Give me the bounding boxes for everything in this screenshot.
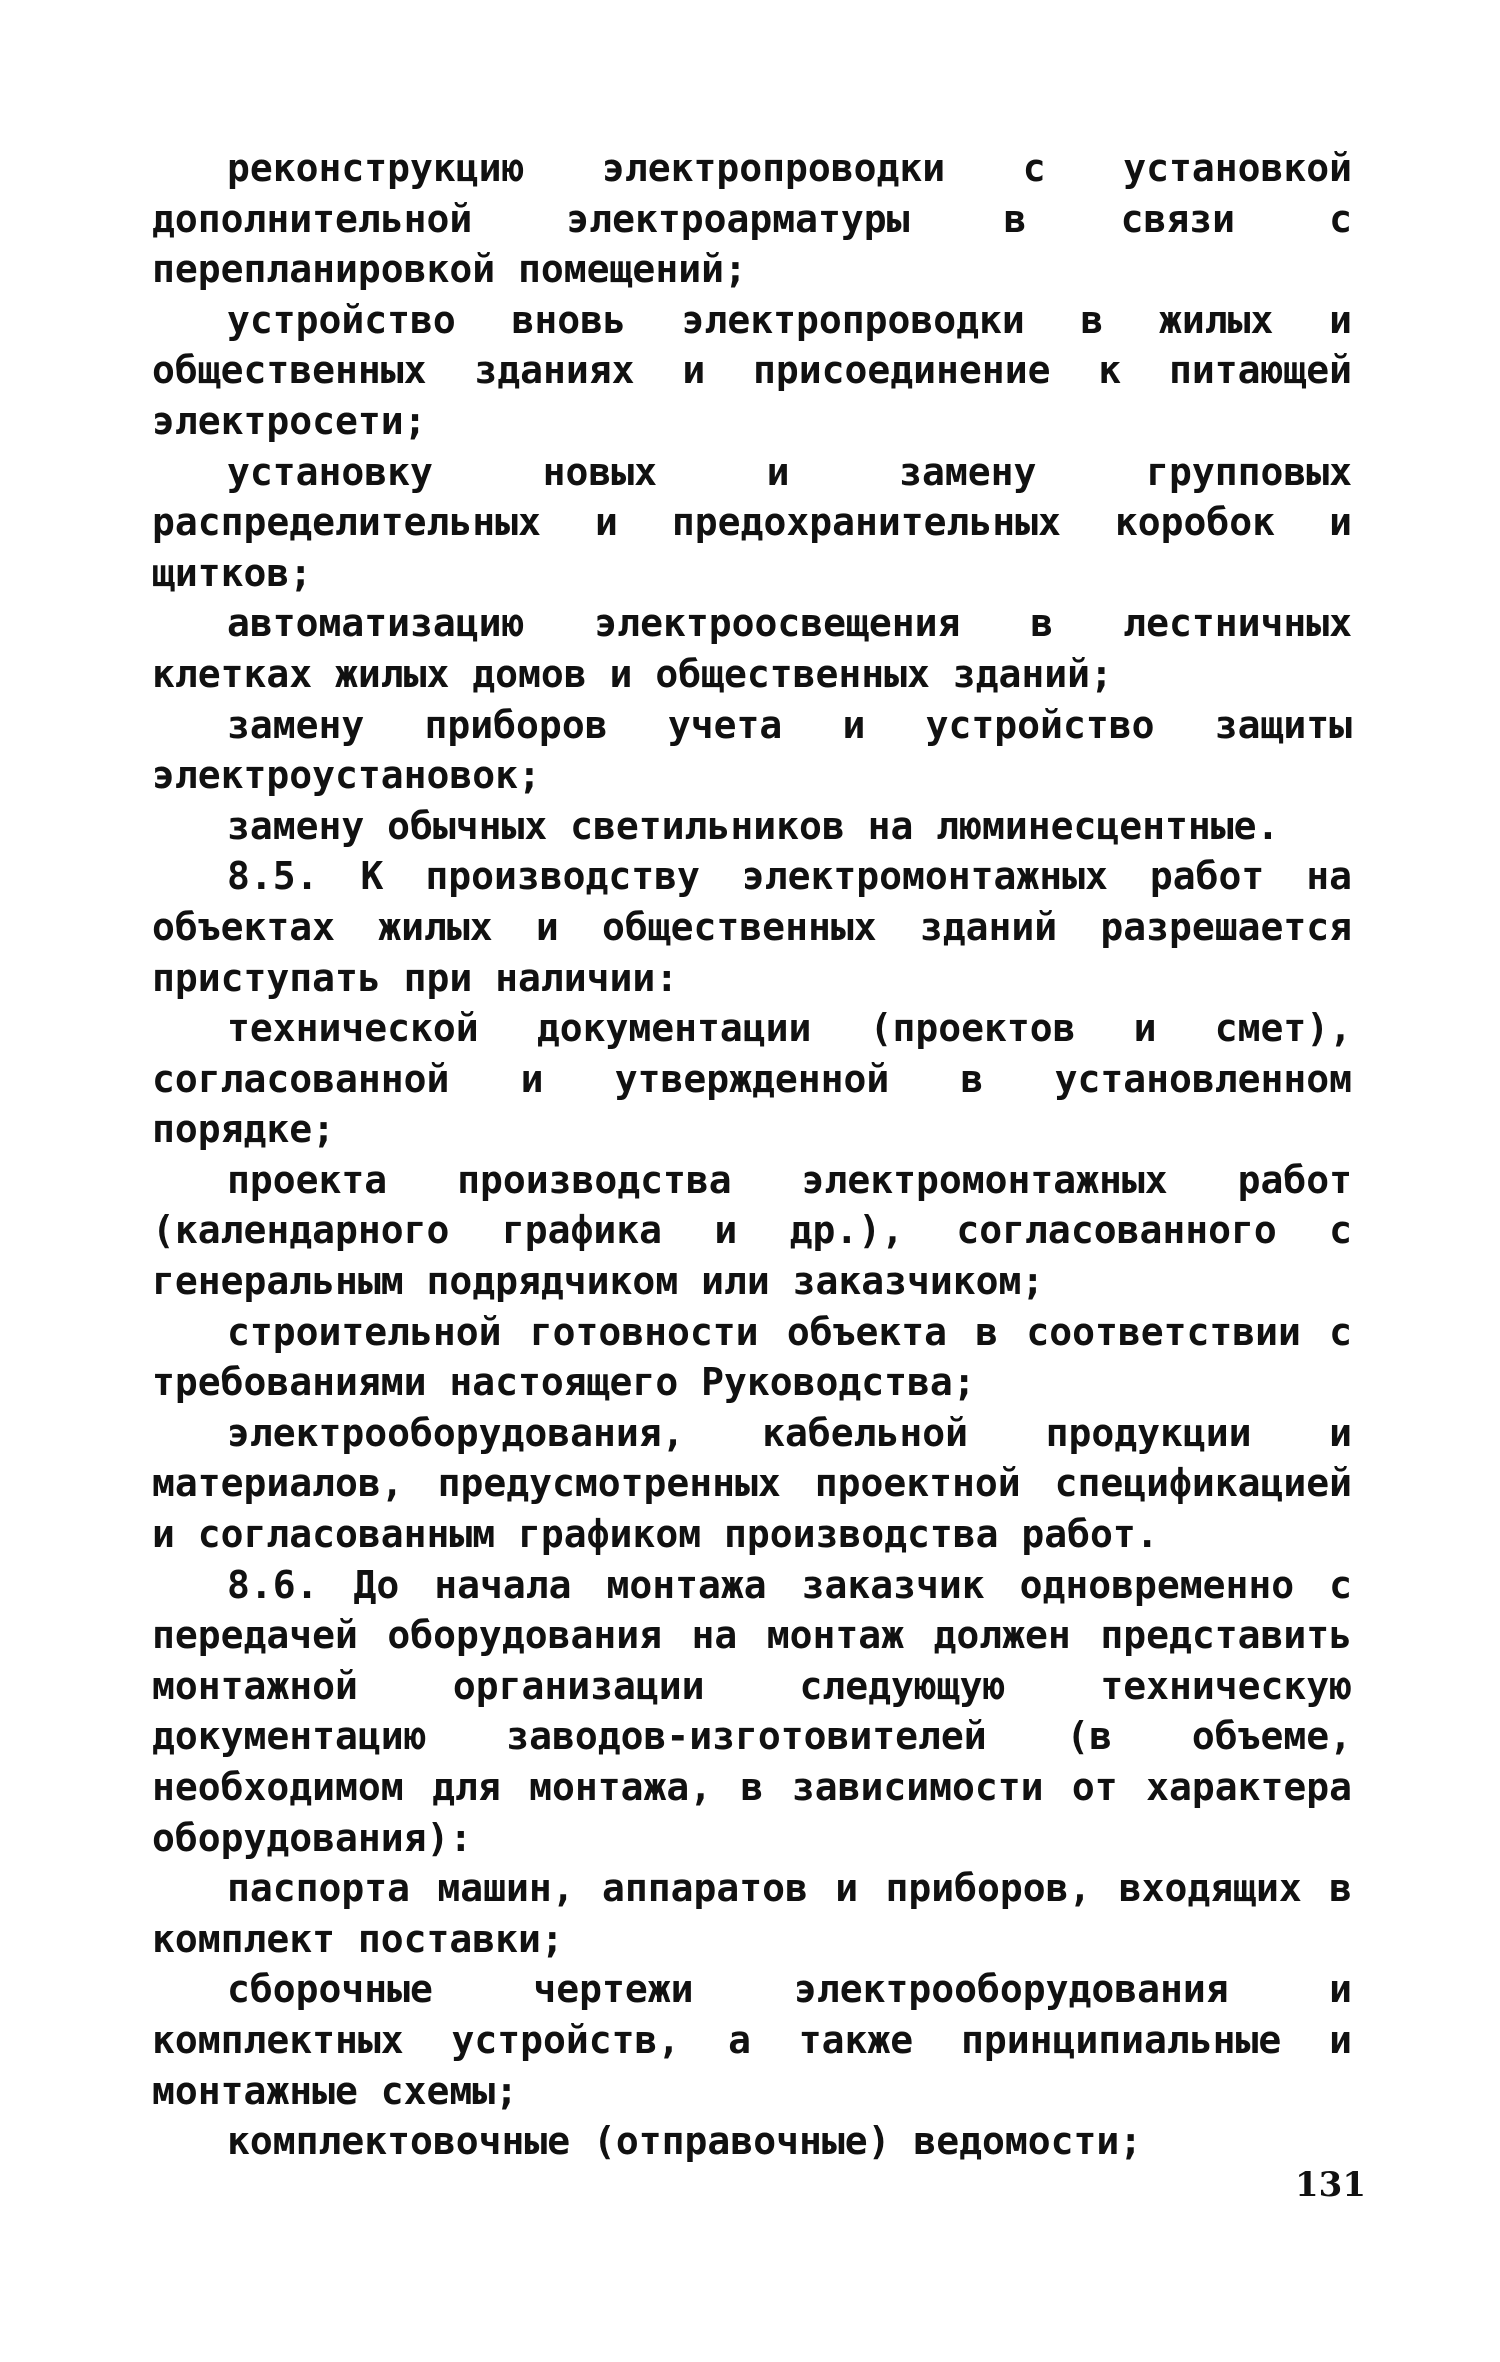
page-number: 131 <box>1295 2165 1366 2205</box>
paragraph: реконструкцию электропроводки с установкой дополнительной электроарматуры в связи с перепланировкой помещений; <box>152 146 1352 292</box>
paragraph: установку новых и замену групповых распределительных и предохранительных коробок и щитков; <box>152 449 1352 595</box>
paragraph: 8.5. К производству электромонтажных работ на объектах жилых и общественных зданий разрешается приступать при наличии: <box>152 854 1352 1000</box>
paragraph: проекта производства электромонтажных работ (календарного графика и др.), согласованного с генеральным подрядчиком или заказчиком; <box>152 1157 1352 1304</box>
paragraph: строительной готовности объекта в соответствии с требованиями настоящего Руководства; <box>152 1309 1352 1405</box>
paragraph: сборочные чертежи электрооборудования и комплектных устройств, а также принципиальные и монтажные схемы; <box>152 1967 1352 2113</box>
paragraph: электрооборудования, кабельной продукции и материалов, предусмотренных проектной спецификацией и согласованным графиком производства работ. <box>152 1410 1352 1557</box>
paragraph: замену обычных светильников на люминесцентные. <box>227 803 1280 848</box>
paragraph: паспорта машин, аппаратов и приборов, входящих в комплект поставки; <box>152 1866 1352 1961</box>
paragraph: автоматизацию электроосвещения в лестничных клетках жилых домов и общественных зданий; <box>152 601 1352 696</box>
paragraph: комплектовочные (отправочные) ведомости; <box>227 2119 1143 2164</box>
paragraph: замену приборов учета и устройство защиты электроустановок; <box>152 702 1352 798</box>
paragraph: 8.6. До начала монтажа заказчик одновременно с передачей оборудования на монтаж должен представить монтажной организации следующую техническую документацию заводов-изготовителей (в объеме, необходимом для монтажа, в зависимости от характера оборудования): <box>152 1562 1352 1860</box>
paragraph: технической документации (проектов и смет), согласованной и утвержденной в установленном порядке; <box>152 1006 1352 1152</box>
paragraph: устройство вновь электропроводки в жилых и общественных зданиях и присоединение к питающей электросети; <box>152 297 1352 443</box>
body-text <box>152 143 1352 2167</box>
